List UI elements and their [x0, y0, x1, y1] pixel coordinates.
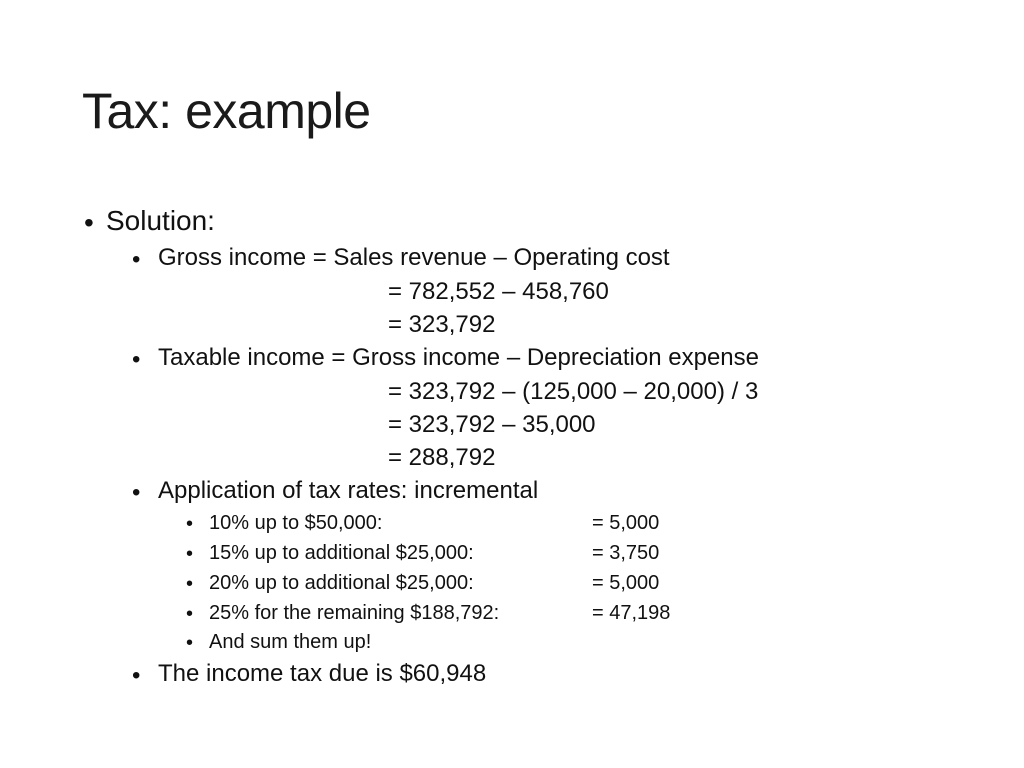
tax-rate-label: 25% for the remaining $188,792:	[209, 602, 500, 624]
bullet-icon: •	[186, 632, 194, 654]
taxable-income-formula: Taxable income = Gross income – Depreciation expense	[158, 344, 759, 371]
conclusion-text: The income tax due is $60,948	[158, 660, 487, 687]
bullet-icon: •	[186, 603, 194, 625]
tax-rate-result: = 5,000	[592, 572, 660, 594]
tax-rate-result: = 3,750	[592, 542, 660, 564]
bullet-icon: •	[186, 573, 194, 595]
tax-rate-label: 20% up to additional $25,000:	[209, 572, 474, 594]
bullet-icon: •	[132, 246, 141, 273]
gross-income-step: = 782,552 – 458,760	[388, 278, 609, 305]
sum-label: And sum them up!	[209, 631, 372, 653]
taxable-income-step: = 288,792	[388, 444, 496, 471]
tax-rate-label: 15% up to additional $25,000:	[209, 542, 474, 564]
bullet-icon: •	[84, 207, 94, 238]
tax-rates-label: Application of tax rates: incremental	[158, 477, 539, 504]
bullet-icon: •	[132, 346, 141, 373]
solution-label: Solution:	[106, 205, 215, 236]
gross-income-formula: Gross income = Sales revenue – Operating cost	[158, 244, 670, 271]
tax-rate-result: = 5,000	[592, 512, 660, 534]
bullet-icon: •	[132, 662, 141, 689]
slide-title: Tax: example	[82, 83, 371, 139]
taxable-income-step: = 323,792 – (125,000 – 20,000) / 3	[388, 378, 759, 405]
taxable-income-step: = 323,792 – 35,000	[388, 411, 596, 438]
bullet-icon: •	[132, 479, 141, 506]
gross-income-step: = 323,792	[388, 311, 496, 338]
bullet-icon: •	[186, 513, 194, 535]
bullet-icon: •	[186, 543, 194, 565]
tax-rate-label: 10% up to $50,000:	[209, 512, 383, 534]
tax-rate-result: = 47,198	[592, 602, 671, 624]
